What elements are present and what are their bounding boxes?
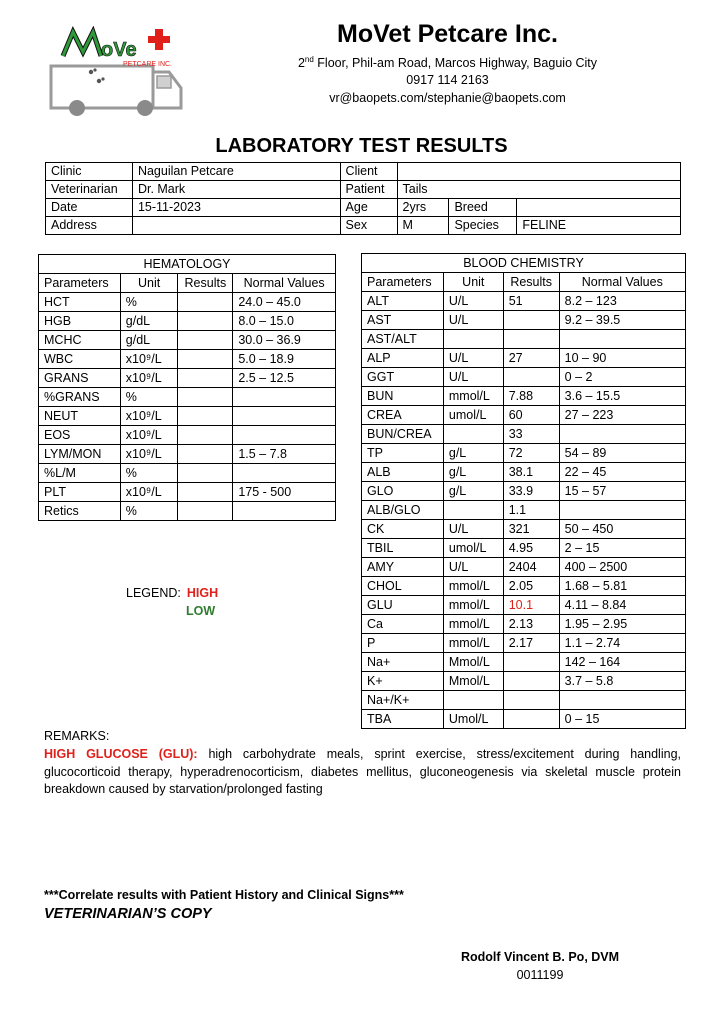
parameter-cell: NEUT bbox=[39, 407, 121, 426]
normal-values-cell: 15 – 57 bbox=[559, 482, 685, 501]
parameter-cell: %L/M bbox=[39, 464, 121, 483]
normal-values-cell bbox=[233, 388, 336, 407]
parameter-cell: Ca bbox=[362, 615, 444, 634]
unit-cell: % bbox=[120, 502, 178, 521]
table-row bbox=[362, 387, 686, 406]
remarks-text bbox=[44, 746, 681, 799]
parameter-cell: ALB bbox=[362, 463, 444, 482]
normal-values-cell: 175 - 500 bbox=[233, 483, 336, 502]
info-label: Date bbox=[46, 199, 133, 217]
table-header-row bbox=[362, 273, 686, 292]
parameter-cell: GLU bbox=[362, 596, 444, 615]
parameter-cell: PLT bbox=[39, 483, 121, 502]
remarks-label: REMARKS: bbox=[44, 729, 110, 743]
result-cell bbox=[178, 388, 233, 407]
info-label: Sex bbox=[340, 217, 397, 235]
table-row bbox=[39, 312, 336, 331]
company-name: MoVet Petcare Inc. bbox=[337, 20, 558, 48]
unit-cell: x10⁹/L bbox=[120, 407, 178, 426]
unit-cell: mmol/L bbox=[443, 387, 503, 406]
parameter-cell: ALT bbox=[362, 292, 444, 311]
normal-values-cell: 1.5 – 7.8 bbox=[233, 445, 336, 464]
parameter-cell: MCHC bbox=[39, 331, 121, 350]
table-row bbox=[362, 691, 686, 710]
result-cell bbox=[178, 426, 233, 445]
parameter-cell: HGB bbox=[39, 312, 121, 331]
copy-label: VETERINARIAN’S COPY bbox=[44, 906, 212, 922]
info-value bbox=[132, 217, 340, 235]
normal-values-cell: 0 – 2 bbox=[559, 368, 685, 387]
result-cell bbox=[503, 368, 559, 387]
table-row bbox=[362, 463, 686, 482]
result-cell bbox=[178, 369, 233, 388]
table-row bbox=[362, 520, 686, 539]
table-row bbox=[39, 502, 336, 521]
unit-cell: umol/L bbox=[443, 539, 503, 558]
normal-values-cell bbox=[233, 464, 336, 483]
unit-cell: U/L bbox=[443, 558, 503, 577]
unit-cell: mmol/L bbox=[443, 577, 503, 596]
normal-values-cell: 27 – 223 bbox=[559, 406, 685, 425]
table-row bbox=[39, 331, 336, 350]
column-header: Normal Values bbox=[233, 274, 336, 293]
unit-cell: x10⁹/L bbox=[120, 369, 178, 388]
info-label: Address bbox=[46, 217, 133, 235]
info-row bbox=[46, 199, 681, 217]
table-row bbox=[362, 444, 686, 463]
parameter-cell: TBIL bbox=[362, 539, 444, 558]
parameter-cell: AST bbox=[362, 311, 444, 330]
info-label: Age bbox=[340, 199, 397, 217]
signatory-license: 0011199 bbox=[516, 968, 564, 982]
legend bbox=[126, 586, 219, 618]
parameter-cell: %GRANS bbox=[39, 388, 121, 407]
info-value: FELINE bbox=[517, 217, 681, 235]
parameter-cell: TP bbox=[362, 444, 444, 463]
result-cell: 2.05 bbox=[503, 577, 559, 596]
normal-values-cell: 8.0 – 15.0 bbox=[233, 312, 336, 331]
result-cell bbox=[503, 710, 559, 729]
unit-cell: g/L bbox=[443, 482, 503, 501]
unit-cell: Umol/L bbox=[443, 710, 503, 729]
column-header: Normal Values bbox=[559, 273, 685, 292]
info-value: Tails bbox=[397, 181, 680, 199]
table-row bbox=[39, 483, 336, 502]
blood-chemistry-title: BLOOD CHEMISTRY bbox=[362, 254, 686, 273]
normal-values-cell: 3.7 – 5.8 bbox=[559, 672, 685, 691]
normal-values-cell: 142 – 164 bbox=[559, 653, 685, 672]
unit-cell: g/dL bbox=[120, 312, 178, 331]
unit-cell: g/dL bbox=[120, 331, 178, 350]
result-cell bbox=[178, 350, 233, 369]
unit-cell bbox=[443, 330, 503, 349]
result-cell: 1.1 bbox=[503, 501, 559, 520]
normal-values-cell bbox=[233, 502, 336, 521]
normal-values-cell: 2.5 – 12.5 bbox=[233, 369, 336, 388]
unit-cell: x10⁹/L bbox=[120, 350, 178, 369]
normal-values-cell: 8.2 – 123 bbox=[559, 292, 685, 311]
normal-values-cell: 5.0 – 18.9 bbox=[233, 350, 336, 369]
unit-cell: mmol/L bbox=[443, 596, 503, 615]
unit-cell: % bbox=[120, 464, 178, 483]
unit-cell: U/L bbox=[443, 520, 503, 539]
parameter-cell: BUN/CREA bbox=[362, 425, 444, 444]
result-cell: 10.1 bbox=[503, 596, 559, 615]
correlate-note: ***Correlate results with Patient History and Clinical Signs*** bbox=[44, 888, 404, 902]
remarks-highlight: HIGH GLUCOSE (GLU): bbox=[44, 747, 198, 761]
result-cell bbox=[178, 502, 233, 521]
info-value bbox=[397, 163, 680, 181]
unit-cell bbox=[443, 691, 503, 710]
result-cell bbox=[503, 672, 559, 691]
unit-cell: Mmol/L bbox=[443, 672, 503, 691]
table-row bbox=[39, 293, 336, 312]
normal-values-cell: 4.11 – 8.84 bbox=[559, 596, 685, 615]
info-label: Patient bbox=[340, 181, 397, 199]
unit-cell: U/L bbox=[443, 292, 503, 311]
unit-cell: x10⁹/L bbox=[120, 426, 178, 445]
result-cell: 4.95 bbox=[503, 539, 559, 558]
company-phone: 0917 114 2163 bbox=[406, 73, 489, 87]
company-address: 2nd Floor, Phil-am Road, Marcos Highway, Baguio City bbox=[297, 55, 598, 71]
result-cell bbox=[503, 691, 559, 710]
info-label: Clinic bbox=[46, 163, 133, 181]
remarks-body: high carbohydrate meals, sprint exercise, stress/excitement during handling, glucocorticoid therapy, hyperadrenocorticism, diabetes mellitus, gluconeogenesis via skeletal muscle protein breakdown caused by starvation/prolonged fasting bbox=[44, 747, 681, 796]
normal-values-cell bbox=[559, 691, 685, 710]
hematology-title: HEMATOLOGY bbox=[39, 255, 336, 274]
table-row bbox=[39, 426, 336, 445]
parameter-cell: Na+/K+ bbox=[362, 691, 444, 710]
result-cell: 7.88 bbox=[503, 387, 559, 406]
result-cell bbox=[178, 445, 233, 464]
parameter-cell: CREA bbox=[362, 406, 444, 425]
result-cell bbox=[503, 311, 559, 330]
svg-text:PETCARE INC.: PETCARE INC. bbox=[123, 61, 173, 68]
parameter-cell: ALP bbox=[362, 349, 444, 368]
table-row bbox=[362, 596, 686, 615]
normal-values-cell: 10 – 90 bbox=[559, 349, 685, 368]
normal-values-cell bbox=[233, 407, 336, 426]
table-row bbox=[39, 369, 336, 388]
unit-cell bbox=[443, 501, 503, 520]
normal-values-cell: 0 – 15 bbox=[559, 710, 685, 729]
info-value: M bbox=[397, 217, 449, 235]
legend-low: LOW bbox=[186, 604, 216, 618]
unit-cell: U/L bbox=[443, 311, 503, 330]
column-header: Results bbox=[503, 273, 559, 292]
normal-values-cell: 9.2 – 39.5 bbox=[559, 311, 685, 330]
result-cell bbox=[178, 483, 233, 502]
info-value bbox=[517, 199, 681, 217]
unit-cell: U/L bbox=[443, 349, 503, 368]
result-cell: 33 bbox=[503, 425, 559, 444]
info-label: Client bbox=[340, 163, 397, 181]
normal-values-cell: 1.1 – 2.74 bbox=[559, 634, 685, 653]
unit-cell bbox=[443, 425, 503, 444]
unit-cell: % bbox=[120, 293, 178, 312]
table-row bbox=[362, 501, 686, 520]
result-cell: 27 bbox=[503, 349, 559, 368]
table-row bbox=[362, 672, 686, 691]
unit-cell: x10⁹/L bbox=[120, 483, 178, 502]
info-value: 15-11-2023 bbox=[132, 199, 340, 217]
table-row bbox=[39, 464, 336, 483]
report-title: LABORATORY TEST RESULTS bbox=[215, 135, 508, 157]
company-logo bbox=[45, 26, 185, 116]
result-cell: 2404 bbox=[503, 558, 559, 577]
table-row bbox=[362, 425, 686, 444]
parameter-cell: HCT bbox=[39, 293, 121, 312]
info-value: 2yrs bbox=[397, 199, 449, 217]
unit-cell: umol/L bbox=[443, 406, 503, 425]
info-row bbox=[46, 163, 681, 181]
result-cell: 51 bbox=[503, 292, 559, 311]
table-header-row bbox=[39, 274, 336, 293]
table-row bbox=[39, 445, 336, 464]
normal-values-cell: 22 – 45 bbox=[559, 463, 685, 482]
info-row bbox=[46, 181, 681, 199]
normal-values-cell: 1.95 – 2.95 bbox=[559, 615, 685, 634]
info-label: Species bbox=[449, 217, 517, 235]
signatory-name: Rodolf Vincent B. Po, DVM bbox=[460, 950, 620, 964]
result-cell bbox=[178, 407, 233, 426]
unit-cell: mmol/L bbox=[443, 634, 503, 653]
parameter-cell: GGT bbox=[362, 368, 444, 387]
legend-high: HIGH bbox=[186, 586, 219, 600]
column-header: Parameters bbox=[362, 273, 444, 292]
result-cell bbox=[178, 331, 233, 350]
result-cell: 72 bbox=[503, 444, 559, 463]
info-label: Veterinarian bbox=[46, 181, 133, 199]
unit-cell: mmol/L bbox=[443, 615, 503, 634]
column-header: Parameters bbox=[39, 274, 121, 293]
column-header: Unit bbox=[120, 274, 178, 293]
parameter-cell: ALB/GLO bbox=[362, 501, 444, 520]
table-row bbox=[362, 330, 686, 349]
table-row bbox=[362, 558, 686, 577]
table-row bbox=[362, 482, 686, 501]
parameter-cell: CHOL bbox=[362, 577, 444, 596]
unit-cell: x10⁹/L bbox=[120, 445, 178, 464]
normal-values-cell bbox=[559, 425, 685, 444]
table-row bbox=[362, 368, 686, 387]
result-cell: 2.17 bbox=[503, 634, 559, 653]
normal-values-cell: 1.68 – 5.81 bbox=[559, 577, 685, 596]
parameter-cell: GRANS bbox=[39, 369, 121, 388]
table-row bbox=[39, 350, 336, 369]
legend-label: LEGEND: bbox=[126, 586, 181, 600]
table-row bbox=[362, 349, 686, 368]
column-header: Results bbox=[178, 274, 233, 293]
table-row bbox=[39, 388, 336, 407]
info-row bbox=[46, 217, 681, 235]
parameter-cell: Retics bbox=[39, 502, 121, 521]
normal-values-cell bbox=[559, 330, 685, 349]
parameter-cell: LYM/MON bbox=[39, 445, 121, 464]
result-cell bbox=[178, 293, 233, 312]
unit-cell: U/L bbox=[443, 368, 503, 387]
parameter-cell: K+ bbox=[362, 672, 444, 691]
result-cell bbox=[178, 464, 233, 483]
table-row bbox=[362, 539, 686, 558]
company-emails: vr@baopets.com/stephanie@baopets.com bbox=[329, 91, 566, 105]
unit-cell: Mmol/L bbox=[443, 653, 503, 672]
parameter-cell: CK bbox=[362, 520, 444, 539]
unit-cell: % bbox=[120, 388, 178, 407]
normal-values-cell bbox=[233, 426, 336, 445]
result-cell: 321 bbox=[503, 520, 559, 539]
normal-values-cell: 24.0 – 45.0 bbox=[233, 293, 336, 312]
blood-chemistry-table bbox=[361, 253, 686, 729]
parameter-cell: P bbox=[362, 634, 444, 653]
svg-text:oVe: oVe bbox=[101, 39, 137, 61]
column-header: Unit bbox=[443, 273, 503, 292]
result-cell bbox=[503, 653, 559, 672]
info-label: Breed bbox=[449, 199, 517, 217]
normal-values-cell: 400 – 2500 bbox=[559, 558, 685, 577]
result-cell: 33.9 bbox=[503, 482, 559, 501]
section-title-row bbox=[362, 254, 686, 273]
result-cell: 2.13 bbox=[503, 615, 559, 634]
parameter-cell: AST/ALT bbox=[362, 330, 444, 349]
normal-values-cell bbox=[559, 501, 685, 520]
parameter-cell: BUN bbox=[362, 387, 444, 406]
info-value: Naguilan Petcare bbox=[132, 163, 340, 181]
unit-cell: g/L bbox=[443, 444, 503, 463]
result-cell bbox=[503, 330, 559, 349]
normal-values-cell: 3.6 – 15.5 bbox=[559, 387, 685, 406]
table-row bbox=[362, 634, 686, 653]
table-row bbox=[362, 577, 686, 596]
table-row bbox=[362, 615, 686, 634]
result-cell: 60 bbox=[503, 406, 559, 425]
parameter-cell: TBA bbox=[362, 710, 444, 729]
parameter-cell: EOS bbox=[39, 426, 121, 445]
table-row bbox=[362, 653, 686, 672]
result-cell bbox=[178, 312, 233, 331]
table-row bbox=[39, 407, 336, 426]
parameter-cell: WBC bbox=[39, 350, 121, 369]
normal-values-cell: 54 – 89 bbox=[559, 444, 685, 463]
table-row bbox=[362, 406, 686, 425]
patient-info-table bbox=[45, 162, 681, 235]
unit-cell: g/L bbox=[443, 463, 503, 482]
table-row bbox=[362, 311, 686, 330]
hematology-table bbox=[38, 254, 336, 521]
normal-values-cell: 50 – 450 bbox=[559, 520, 685, 539]
section-title-row bbox=[39, 255, 336, 274]
normal-values-cell: 30.0 – 36.9 bbox=[233, 331, 336, 350]
info-value: Dr. Mark bbox=[132, 181, 340, 199]
normal-values-cell: 2 – 15 bbox=[559, 539, 685, 558]
parameter-cell: GLO bbox=[362, 482, 444, 501]
table-row bbox=[362, 292, 686, 311]
parameter-cell: Na+ bbox=[362, 653, 444, 672]
table-row bbox=[362, 710, 686, 729]
result-cell: 38.1 bbox=[503, 463, 559, 482]
parameter-cell: AMY bbox=[362, 558, 444, 577]
